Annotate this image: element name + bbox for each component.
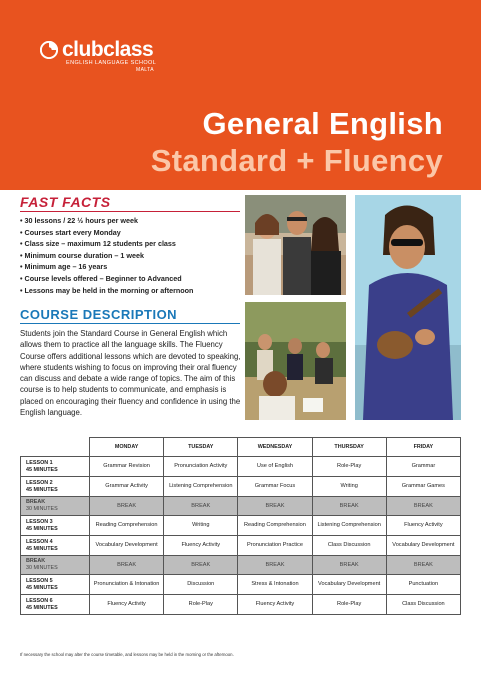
brand-name: clubclass — [62, 38, 154, 61]
fast-fact-item: • 30 lessons / 22 ½ hours per week — [20, 215, 193, 227]
break-cell: BREAK — [164, 556, 238, 575]
timetable-cell: Grammar Revision — [90, 457, 164, 477]
lesson-label-cell — [21, 457, 90, 477]
break-duration: 30 MINUTES — [26, 506, 58, 512]
day-header: WEDNESDAY — [238, 438, 312, 457]
day-header: THURSDAY — [312, 438, 386, 457]
brand-tagline: ENGLISH LANGUAGE SCHOOL — [66, 60, 157, 66]
timetable-cell: Class Discussion — [386, 595, 460, 615]
timetable-cell: Discussion — [164, 575, 238, 595]
timetable-row — [21, 595, 461, 615]
lesson-label-cell — [21, 595, 90, 615]
break-label-cell — [21, 497, 90, 516]
day-header: TUESDAY — [164, 438, 238, 457]
timetable-cell: Role-Play — [164, 595, 238, 615]
lesson-label: LESSON 5 — [26, 577, 53, 584]
fast-fact-item: • Courses start every Monday — [20, 227, 193, 239]
break-cell: BREAK — [312, 556, 386, 575]
lesson-label: LESSON 2 — [26, 479, 53, 486]
break-cell: BREAK — [312, 497, 386, 516]
timetable-cell: Reading Comprehension — [238, 516, 312, 536]
timetable-cell: Pronunciation Practice — [238, 536, 312, 556]
lesson-label-cell — [21, 516, 90, 536]
class-discussion-photo — [245, 302, 346, 420]
timetable-cell: Role-Play — [312, 457, 386, 477]
lesson-label-cell — [21, 477, 90, 497]
timetable-break-row — [21, 497, 461, 516]
break-cell: BREAK — [238, 556, 312, 575]
timetable-row — [21, 536, 461, 556]
timetable-cell: Listening Comprehension — [164, 477, 238, 497]
fast-facts-divider — [20, 211, 240, 212]
fast-facts-list — [20, 215, 193, 296]
fast-facts-heading: FAST FACTS — [20, 194, 111, 210]
timetable-cell: Reading Comprehension — [90, 516, 164, 536]
brand-logo — [40, 38, 153, 62]
guitar-student-photo — [355, 195, 461, 420]
timetable-cell: Punctuation — [386, 575, 460, 595]
fast-fact-item: • Lessons may be held in the morning or afternoon — [20, 285, 193, 297]
timetable-cell: Grammar Games — [386, 477, 460, 497]
break-cell: BREAK — [90, 556, 164, 575]
timetable-cell: Writing — [312, 477, 386, 497]
fast-fact-item: • Minimum age – 16 years — [20, 261, 193, 273]
timetable-cell: Listening Comprehension — [312, 516, 386, 536]
lesson-label: LESSON 3 — [26, 518, 53, 525]
timetable-row — [21, 477, 461, 497]
lesson-label-cell — [21, 575, 90, 595]
timetable-row — [21, 457, 461, 477]
timetable-cell: Stress & Intonation — [238, 575, 312, 595]
break-label-cell — [21, 556, 90, 575]
lesson-duration: 45 MINUTES — [26, 486, 58, 493]
timetable-cell: Role-Play — [312, 595, 386, 615]
timetable-cell: Vocabulary Development — [90, 536, 164, 556]
lesson-label: LESSON 1 — [26, 459, 53, 466]
course-description-heading: COURSE DESCRIPTION — [20, 307, 178, 322]
break-cell: BREAK — [238, 497, 312, 516]
day-header: MONDAY — [90, 438, 164, 457]
timetable-row — [21, 516, 461, 536]
timetable-cell: Vocabulary Development — [386, 536, 460, 556]
timetable-cell: Grammar — [386, 457, 460, 477]
break-label: BREAK — [26, 499, 46, 505]
timetable-cell: Fluency Activity — [90, 595, 164, 615]
timetable-break-row — [21, 556, 461, 575]
timetable-footnote: If necessary the school may alter the course timetable, and lessons may be held in the morning or the afternoon. — [20, 652, 234, 657]
lesson-label: LESSON 6 — [26, 597, 53, 604]
page-subtitle: Standard + Fluency — [150, 143, 443, 178]
timetable-cell: Use of English — [238, 457, 312, 477]
break-cell: BREAK — [386, 556, 460, 575]
break-duration: 30 MINUTES — [26, 565, 58, 571]
timetable-corner — [21, 438, 90, 457]
timetable-header-row — [21, 438, 461, 457]
timetable-cell: Writing — [164, 516, 238, 536]
fast-fact-item: • Class size – maximum 12 students per class — [20, 238, 193, 250]
clubclass-logo-icon — [40, 41, 58, 59]
course-description-divider — [20, 323, 240, 324]
timetable-cell: Vocabulary Development — [312, 575, 386, 595]
timetable-cell: Fluency Activity — [238, 595, 312, 615]
lesson-label: LESSON 4 — [26, 538, 53, 545]
lesson-duration: 45 MINUTES — [26, 545, 58, 552]
timetable-cell: Fluency Activity — [164, 536, 238, 556]
brand-location: MALTA — [136, 67, 154, 73]
day-header: FRIDAY — [386, 438, 460, 457]
fast-fact-item: • Minimum course duration – 1 week — [20, 250, 193, 262]
timetable-cell: Pronunciation Activity — [164, 457, 238, 477]
timetable-cell: Grammar Focus — [238, 477, 312, 497]
lesson-duration: 45 MINUTES — [26, 525, 58, 532]
course-timetable — [20, 437, 461, 615]
lesson-duration: 45 MINUTES — [26, 584, 58, 591]
lesson-duration: 45 MINUTES — [26, 604, 58, 611]
lesson-duration: 45 MINUTES — [26, 466, 58, 473]
timetable-cell: Grammar Activity — [90, 477, 164, 497]
timetable-cell: Pronunciation & Intonation — [90, 575, 164, 595]
break-label: BREAK — [26, 558, 46, 564]
students-group-photo — [245, 195, 346, 295]
timetable-cell: Fluency Activity — [386, 516, 460, 536]
header-banner — [0, 0, 481, 190]
break-cell: BREAK — [90, 497, 164, 516]
lesson-label-cell — [21, 536, 90, 556]
break-cell: BREAK — [164, 497, 238, 516]
course-description-text: Students join the Standard Course in General English which allows them to practice all the language skills. The Fluency Course offers additional lessons which are devoted to speaking, where students wishing to focus on improving their oral fluency can discuss and debate a wide range of topics. The aim of this course is to help students to communicate, and emphasis is placed on encouraging their fluency and confidence in using the English language. — [20, 329, 241, 418]
fast-fact-item: • Course levels offered – Beginner to Advanced — [20, 273, 193, 285]
timetable-cell: Class Discussion — [312, 536, 386, 556]
break-cell: BREAK — [386, 497, 460, 516]
timetable-row — [21, 575, 461, 595]
page-title: General English — [202, 106, 443, 141]
